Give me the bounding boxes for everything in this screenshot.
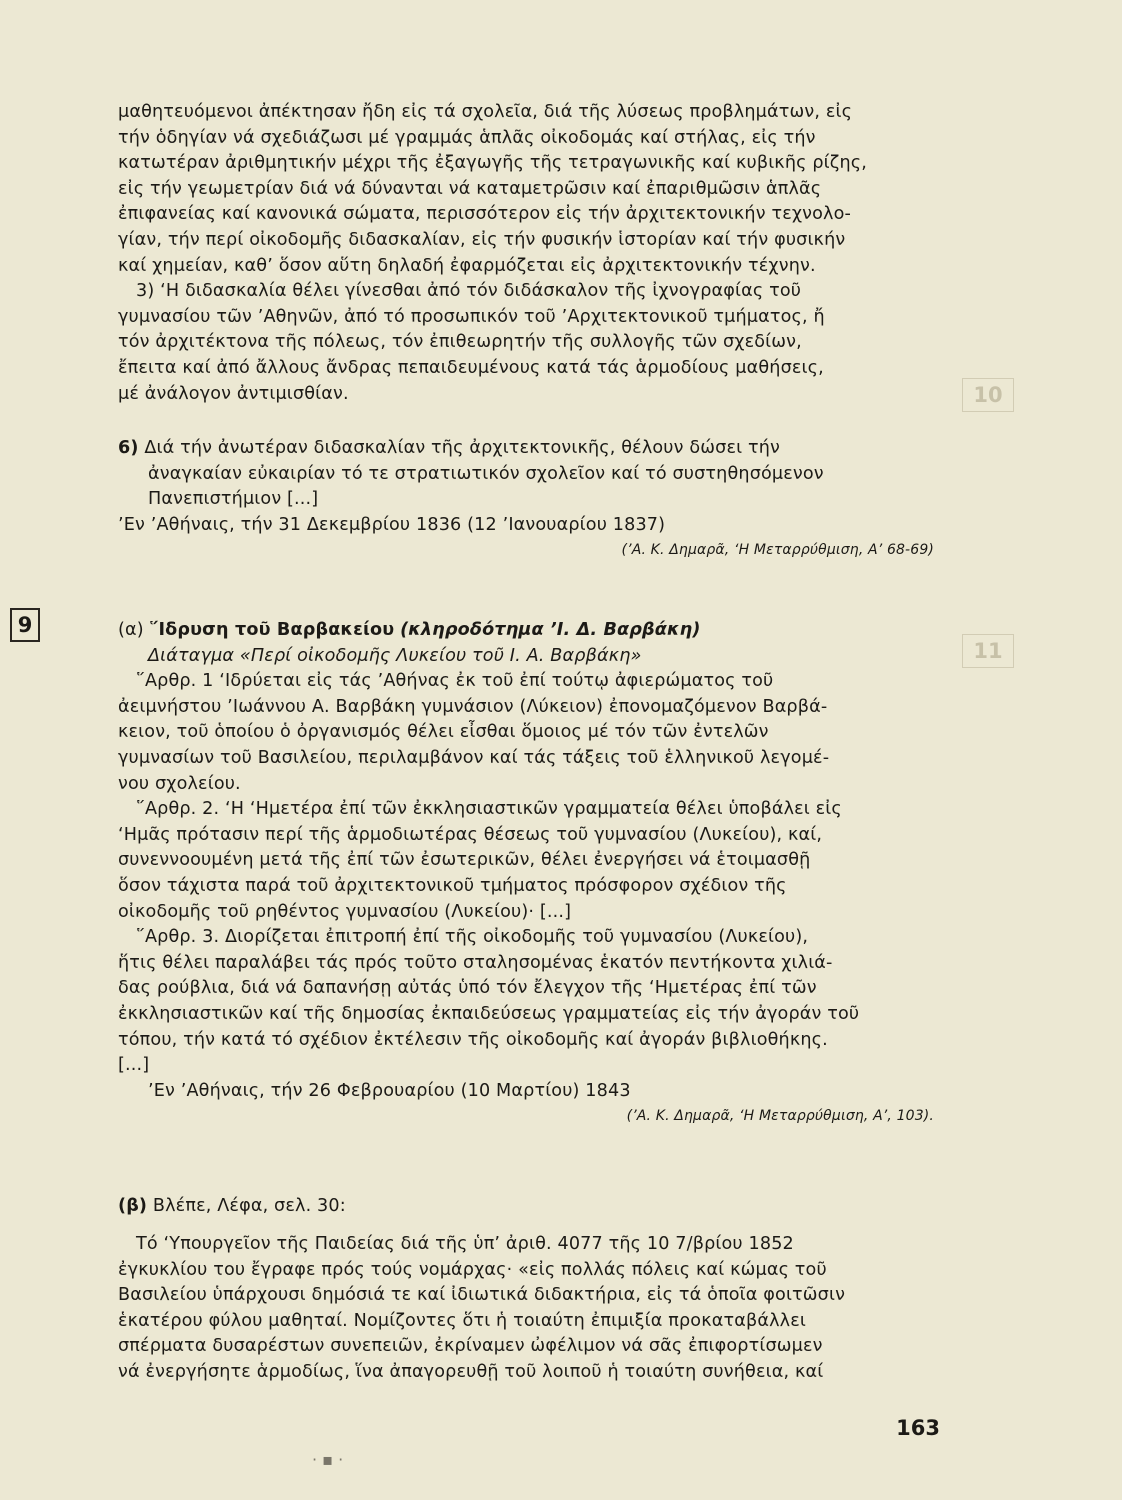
- article-6-line: Πανεπιστήμιον [...]: [148, 489, 319, 510]
- label-b: (β): [118, 1196, 148, 1216]
- article-6-line: Διά τήν ἀνωτέραν διδασκαλίαν τῆς ἀρχιτεκτονικῆς, θέλουν δώσει τήν: [144, 438, 780, 458]
- source-citation: (’Α. Κ. Δημαρᾶ, ‘Η Μεταρρύθμιση, Α’, 103).: [626, 1108, 934, 1125]
- article-2-line: οἰκοδομῆς τοῦ ρηθέντος γυμνασίου (Λυκείου)· [...]: [118, 901, 572, 922]
- top-text-block: [118, 100, 934, 407]
- text-line: καί χημείαν, καθ’ ὅσον αὕτη δηλαδή ἐφαρμόζεται εἰς ἀρχιτεκτονικήν τέχνην.: [118, 255, 816, 276]
- text-line: γίαν, τήν περί οἰκοδομῆς διδασκαλίαν, εἰς τήν φυσικήν ἱστορίαν καί τήν φυσικήν: [118, 229, 846, 250]
- paragraph-line: νά ἐνεργήσητε ἁρμοδίως, ἵνα ἀπαγορευθῇ τοῦ λοιποῦ ἡ τοιαύτη συνήθεια, καί: [118, 1361, 824, 1382]
- paragraph-line: Τό ‘Υπουργεῖον τῆς Παιδείας διά τῆς ὑπ’ ἀριθ. 4077 τῆς 10 7/βρίου 1852: [136, 1234, 794, 1254]
- article-2-line: ῞Αρθρ. 2. ‘Η ‘Ημετέρα ἐπί τῶν ἐκκλησιαστικῶν γραμματεία θέλει ὑποβάλει εἰς: [136, 799, 842, 820]
- text-line: κατωτέραν ἀριθμητικήν μέχρι τῆς ἐξαγωγῆς τῆς τετραγωνικῆς καί κυβικῆς ρίζης,: [118, 153, 868, 174]
- text-line: τήν ὁδηγίαν νά σχεδιάζωσι μέ γραμμάς ἁπλᾶς οἰκοδομάς καί στήλας, εἰς τήν: [118, 127, 816, 148]
- section-9-block: [118, 618, 934, 1130]
- label-a: (α): [118, 620, 144, 640]
- article-1-line: ἀειμνήστου ’Ιωάννου Α. Βαρβάκη γυμνάσιον (Λύκειον) ἐπονομαζόμενον Βαρβά-: [118, 696, 828, 717]
- text-line: εἰς τήν γεωμετρίαν διά νά δύνανται νά καταμετρῶσιν καί ἐπαριθμῶσιν ἁπλᾶς: [118, 178, 822, 199]
- section-b-block: [118, 1194, 934, 1220]
- text-line: ἐπιφανείας καί κανονικά σώματα, περισσότερον εἰς τήν ἀρχιτεκτονικήν τεχνολο-: [118, 204, 852, 225]
- section-b-paragraph: [118, 1232, 934, 1386]
- page-number: 163: [896, 1416, 940, 1440]
- article-6-line-first: [118, 436, 934, 462]
- decree-date: ’Εν ’Αθήναις, τήν 26 Φεβρουαρίου (10 Μαρτίου) 1843: [148, 1080, 631, 1101]
- article-6-label: 6): [118, 438, 139, 458]
- text-line: μαθητευόμενοι ἀπέκτησαν ἤδη εἰς τά σχολεῖα, διά τῆς λύσεως προβλημάτων, εἰς: [118, 102, 853, 122]
- article-3-line: τόπου, τήν κατά τό σχέδιον ἐκτέλεσιν τῆς οἰκοδομῆς καί ἀγοράν βιβλιοθήκης.: [118, 1029, 828, 1050]
- article-1-line: γυμνασίων τοῦ Βασιλείου, περιλαμβάνον καί τάς τάξεις τοῦ ἑλληνικοῦ λεγομέ-: [118, 747, 830, 768]
- section-b-heading: [118, 1194, 934, 1220]
- paragraph-line: ἐγκυκλίου του ἔγραφε πρός τούς νομάρχας· «εἰς πολλάς πόλεις καί κώμας τοῦ: [118, 1259, 827, 1280]
- article-3-line: μέ ἀνάλογον ἀντιμισθίαν.: [118, 383, 349, 404]
- show-through-mark-10: 10: [962, 378, 1014, 412]
- article-3-line: ῞Αρθρ. 3. Διορίζεται ἐπιτροπή ἐπί τῆς οἰκοδομῆς τοῦ γυμνασίου (Λυκείου),: [136, 927, 809, 948]
- source-citation: (’Α. Κ. Δημαρᾶ, ‘Η Μεταρρύθμιση, Α’ 68-69): [621, 542, 934, 559]
- section-number-box: 9: [10, 608, 40, 642]
- paragraph-line: σπέρματα δυσαρέστων συνεπειῶν, ἐκρίναμεν ὠφέλιμον νά σᾶς ἐπιφορτίσωμεν: [118, 1336, 823, 1357]
- article-3-line: ἥτις θέλει παραλάβει τάς πρός τοῦτο σταλησομένας ἑκατόν πεντήκοντα χιλιά-: [118, 952, 833, 973]
- article-2-line: συνεννοουμένη μετά τῆς ἐπί τῶν ἐσωτερικῶν, θέλει ἐνεργήσει νά ἑτοιμασθῇ: [118, 850, 811, 871]
- section-title: ῞Ιδρυση τοῦ Βαρβακείου: [149, 620, 395, 640]
- article-3-line: ἔπειτα καί ἀπό ἄλλους ἄνδρας πεπαιδευμένους κατά τάς ἁρμοδίους μαθήσεις,: [118, 357, 824, 378]
- section-subtitle: Διάταγμα «Περί οἰκοδομῆς Λυκείου τοῦ Ι. Α. Βαρβάκη»: [148, 645, 642, 666]
- article-3-line: 3) ‘Η διδασκαλία θέλει γίνεσθαι ἀπό τόν διδάσκαλον τῆς ἰχνογραφίας τοῦ: [136, 281, 802, 302]
- section-heading: [118, 618, 934, 644]
- show-through-mark-11: 11: [962, 634, 1014, 668]
- scan-specks: · ▪ ·: [312, 1450, 344, 1469]
- article-3-line: γυμνασίου τῶν ’Αθηνῶν, ἀπό τό προσωπικόν τοῦ ’Αρχιτεκτονικοῦ τμήματος, ἤ: [118, 306, 825, 327]
- article-3-line: τόν ἀρχιτέκτονα τῆς πόλεως, τόν ἐπιθεωρητήν τῆς συλλογῆς τῶν σχεδίων,: [118, 332, 802, 353]
- article-1-line: νου σχολείου.: [118, 773, 241, 794]
- article-2-line: ‘Ημᾶς πρότασιν περί τῆς ἁρμοδιωτέρας θέσεως τοῦ γυμνασίου (Λυκείου), καί,: [118, 824, 823, 845]
- section-title-paren: (κληροδότημα ’Ι. Δ. Βαρβάκη): [400, 620, 701, 640]
- article-3-line: [...]: [118, 1055, 150, 1076]
- article-1-line: κειον, τοῦ ὁποίου ὁ ὀργανισμός θέλει εἶσθαι ὅμοιος μέ τόν τῶν ἐντελῶν: [118, 722, 769, 743]
- article-6-line: ἀναγκαίαν εὐκαιρίαν τό τε στρατιωτικόν σχολεῖον καί τό συστηθησόμενον: [148, 463, 824, 484]
- paragraph-line: Βασιλείου ὑπάρχουσι δημόσιά τε καί ἰδιωτικά διδακτήρια, εἰς τά ὁποῖα φοιτῶσιν: [118, 1285, 846, 1306]
- article-6-date: ’Εν ’Αθήναις, τήν 31 Δεκεμβρίου 1836 (12 ’Ιανουαρίου 1837): [118, 514, 666, 535]
- article-6-block: [118, 436, 934, 564]
- article-1-line: ῞Αρθρ. 1 ‘Ιδρύεται εἰς τάς ’Αθήνας ἐκ τοῦ ἐπί τούτῳ ἀφιερώματος τοῦ: [136, 671, 774, 692]
- paragraph-line: ἑκατέρου φύλου μαθηταί. Νομίζοντες ὅτι ἡ τοιαύτη ἐπιμιξία προκαταβάλλει: [118, 1310, 806, 1331]
- article-3-line: ἐκκλησιαστικῶν καί τῆς δημοσίας ἐκπαιδεύσεως γραμματείας εἰς τήν ἀγοράν τοῦ: [118, 1003, 860, 1024]
- section-b-title: Βλέπε, Λέφα, σελ. 30:: [152, 1196, 346, 1216]
- article-3-line: δας ρούβλια, διά νά δαπανήσῃ αὐτάς ὑπό τόν ἔλεγχον τῆς ‘Ημετέρας ἐπί τῶν: [118, 978, 817, 999]
- article-2-line: ὅσον τάχιστα παρά τοῦ ἀρχιτεκτονικοῦ τμήματος πρόσφορον σχέδιον τῆς: [118, 875, 787, 896]
